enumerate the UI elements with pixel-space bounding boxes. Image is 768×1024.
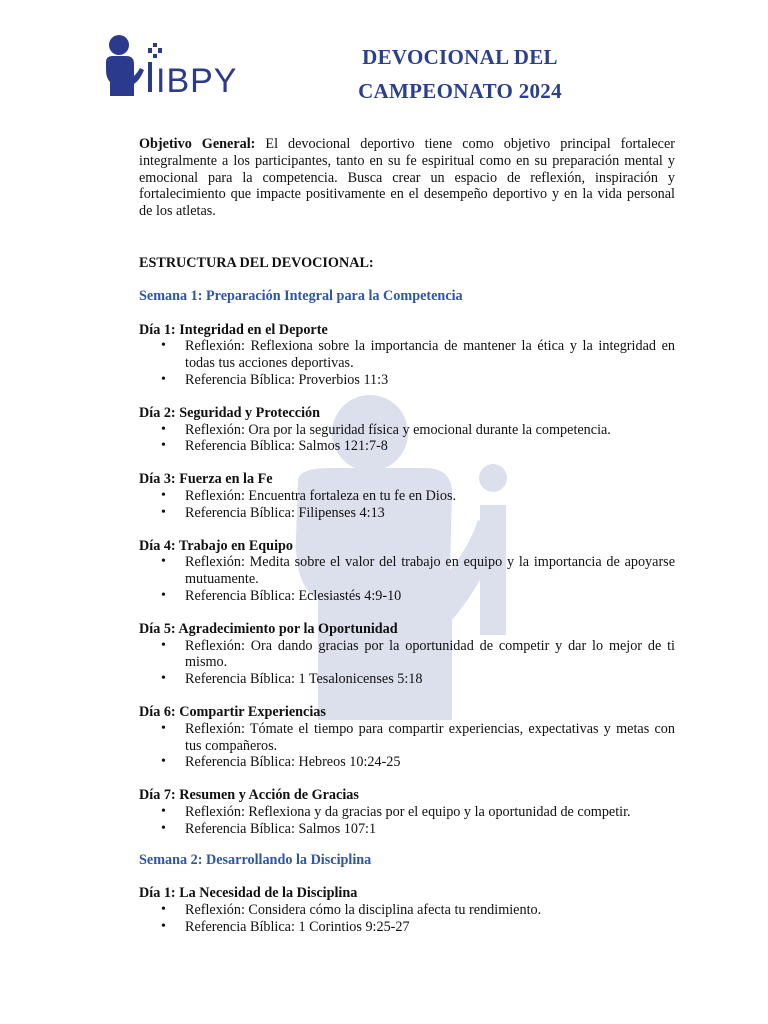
day-title: Día 1: La Necesidad de la Disciplina [139, 885, 358, 902]
reference-item: • Referencia Bíblica: Filipenses 4:13 [139, 505, 675, 522]
reference-item: • Referencia Bíblica: Salmos 121:7-8 [139, 438, 675, 455]
title-line-1: DEVOCIONAL DEL [362, 45, 558, 69]
reflection-item: • Reflexión: Ora dando gracias por la oportunidad de competir y dar lo mejor de ti mismo. [139, 638, 675, 672]
reference-item: • Referencia Bíblica: Eclesiastés 4:9-10 [139, 588, 675, 605]
week-1-day-4 [139, 538, 675, 605]
day-title: Día 6: Compartir Experiencias [139, 703, 326, 720]
week-1-day-6 [139, 704, 675, 771]
reference-item: • Referencia Bíblica: Proverbios 11:3 [139, 372, 675, 389]
reflection-item: • Reflexión: Reflexiona sobre la importancia de mantener la ética y la integridad en todas tus acciones deportivas. [139, 338, 675, 372]
week-1-day-2 [139, 405, 675, 455]
week-1-day-5 [139, 621, 675, 688]
week-1-day-1 [139, 322, 675, 389]
reflection-item: • Reflexión: Reflexiona y da gracias por el equipo y la oportunidad de competir. [139, 804, 675, 821]
day-title: Día 2: Seguridad y Protección [139, 404, 321, 421]
day-title: Día 1: Integridad en el Deporte [139, 321, 328, 338]
structure-heading: ESTRUCTURA DEL DEVOCIONAL: [139, 254, 374, 271]
reference-item: • Referencia Bíblica: 1 Corintios 9:25-27 [139, 919, 675, 936]
reference-item: • Referencia Bíblica: Hebreos 10:24-25 [139, 754, 675, 771]
reflection-item: • Reflexión: Medita sobre el valor del trabajo en equipo y la importancia de apoyarse mutuamente. [139, 554, 675, 588]
document-body [139, 136, 675, 936]
ibpy-logo-icon [104, 34, 238, 98]
week-1-day-7 [139, 787, 675, 837]
reflection-item: • Reflexión: Tómate el tiempo para compartir experiencias, expectativas y metas con tus compañeros. [139, 721, 675, 755]
reflection-item: • Reflexión: Considera cómo la disciplina afecta tu rendimiento. [139, 902, 675, 919]
document-title [300, 40, 620, 108]
week-2-day-1 [139, 885, 675, 935]
reference-item: • Referencia Bíblica: 1 Tesalonicenses 5:18 [139, 671, 675, 688]
day-title: Día 7: Resumen y Acción de Gracias [139, 787, 359, 804]
reflection-item: • Reflexión: Ora por la seguridad física y emocional durante la competencia. [139, 422, 675, 439]
svg-text:IBPY: IBPY [156, 62, 238, 98]
day-title: Día 3: Fuerza en la Fe [139, 471, 273, 488]
day-title: Día 5: Agradecimiento por la Oportunidad [139, 620, 398, 637]
title-line-2: CAMPEONATO 2024 [358, 79, 562, 103]
week-1-heading: Semana 1: Preparación Integral para la Competencia [139, 287, 463, 304]
week-2-heading: Semana 2: Desarrollando la Disciplina [139, 851, 372, 868]
reflection-item: • Reflexión: Encuentra fortaleza en tu fe en Dios. [139, 488, 675, 505]
day-title: Día 4: Trabajo en Equipo [139, 537, 293, 554]
week-1-day-3 [139, 471, 675, 521]
objective-text: El devocional deportivo tiene como objetivo principal fortalecer integralmente a los participantes, tanto en su fe espiritual como en su preparación mental y emocional para la competencia. Busca crear un espacio de reflexión, inspiración y fortalecimiento que impacte positivamente en el desempeño deportivo y en la vida personal de los atletas. [139, 136, 675, 220]
objective-paragraph [139, 136, 675, 220]
reference-item: • Referencia Bíblica: Salmos 107:1 [139, 821, 675, 838]
objective-label: Objetivo General: [139, 136, 256, 152]
